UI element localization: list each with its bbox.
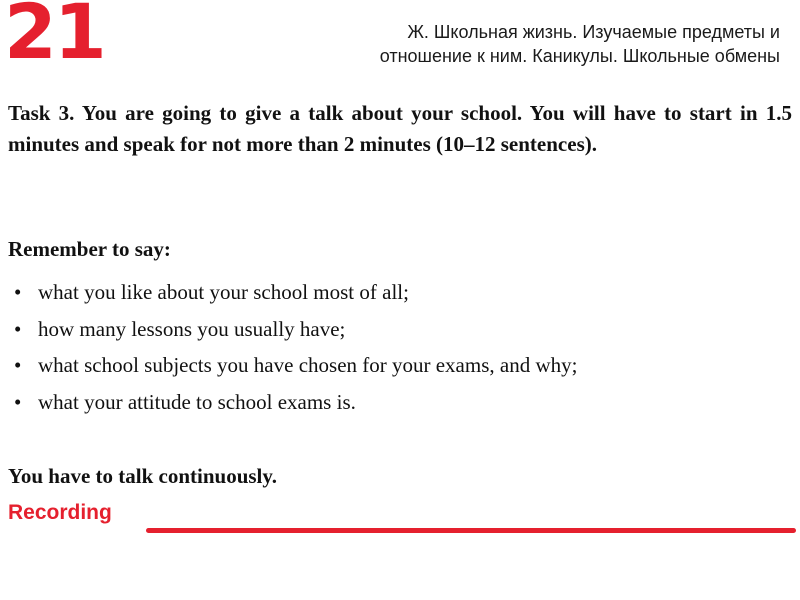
slide-number: 21 — [4, 0, 104, 76]
recording-label: Recording — [8, 501, 112, 524]
recording-progress-bar — [146, 528, 796, 533]
bullet-icon: • — [14, 389, 22, 414]
list-item — [8, 274, 792, 311]
talking-point-text: what your attitude to school exams is. — [38, 389, 356, 414]
talking-point-text: what school subjects you have chosen for your exams, and why; — [38, 353, 578, 377]
talking-points-list — [8, 274, 792, 420]
closing-instruction: You have to talk continuously. — [8, 464, 277, 488]
talking-point-text: how many lessons you usually have; — [38, 316, 346, 341]
bullet-icon: • — [14, 353, 22, 377]
talking-point-text: what you like about your school most of all; — [38, 280, 409, 304]
list-item — [8, 347, 792, 384]
list-item — [8, 384, 792, 421]
bullet-icon: • — [14, 316, 22, 341]
topic-header-line-1: Ж. Школьная жизнь. Изучаемые предметы и — [407, 22, 780, 42]
remember-heading: Remember to say: — [8, 237, 171, 261]
bullet-icon: • — [14, 280, 22, 304]
list-item — [8, 311, 792, 348]
topic-header-line-2: отношение к ним. Каникулы. Школьные обмены — [379, 46, 780, 66]
task-instruction: Task 3. You are going to give a talk about your school. You will have to start in 1.5 minutes and speak for not more than 2 minutes (10–12 sentences). — [8, 101, 792, 156]
topic-header — [260, 20, 780, 68]
